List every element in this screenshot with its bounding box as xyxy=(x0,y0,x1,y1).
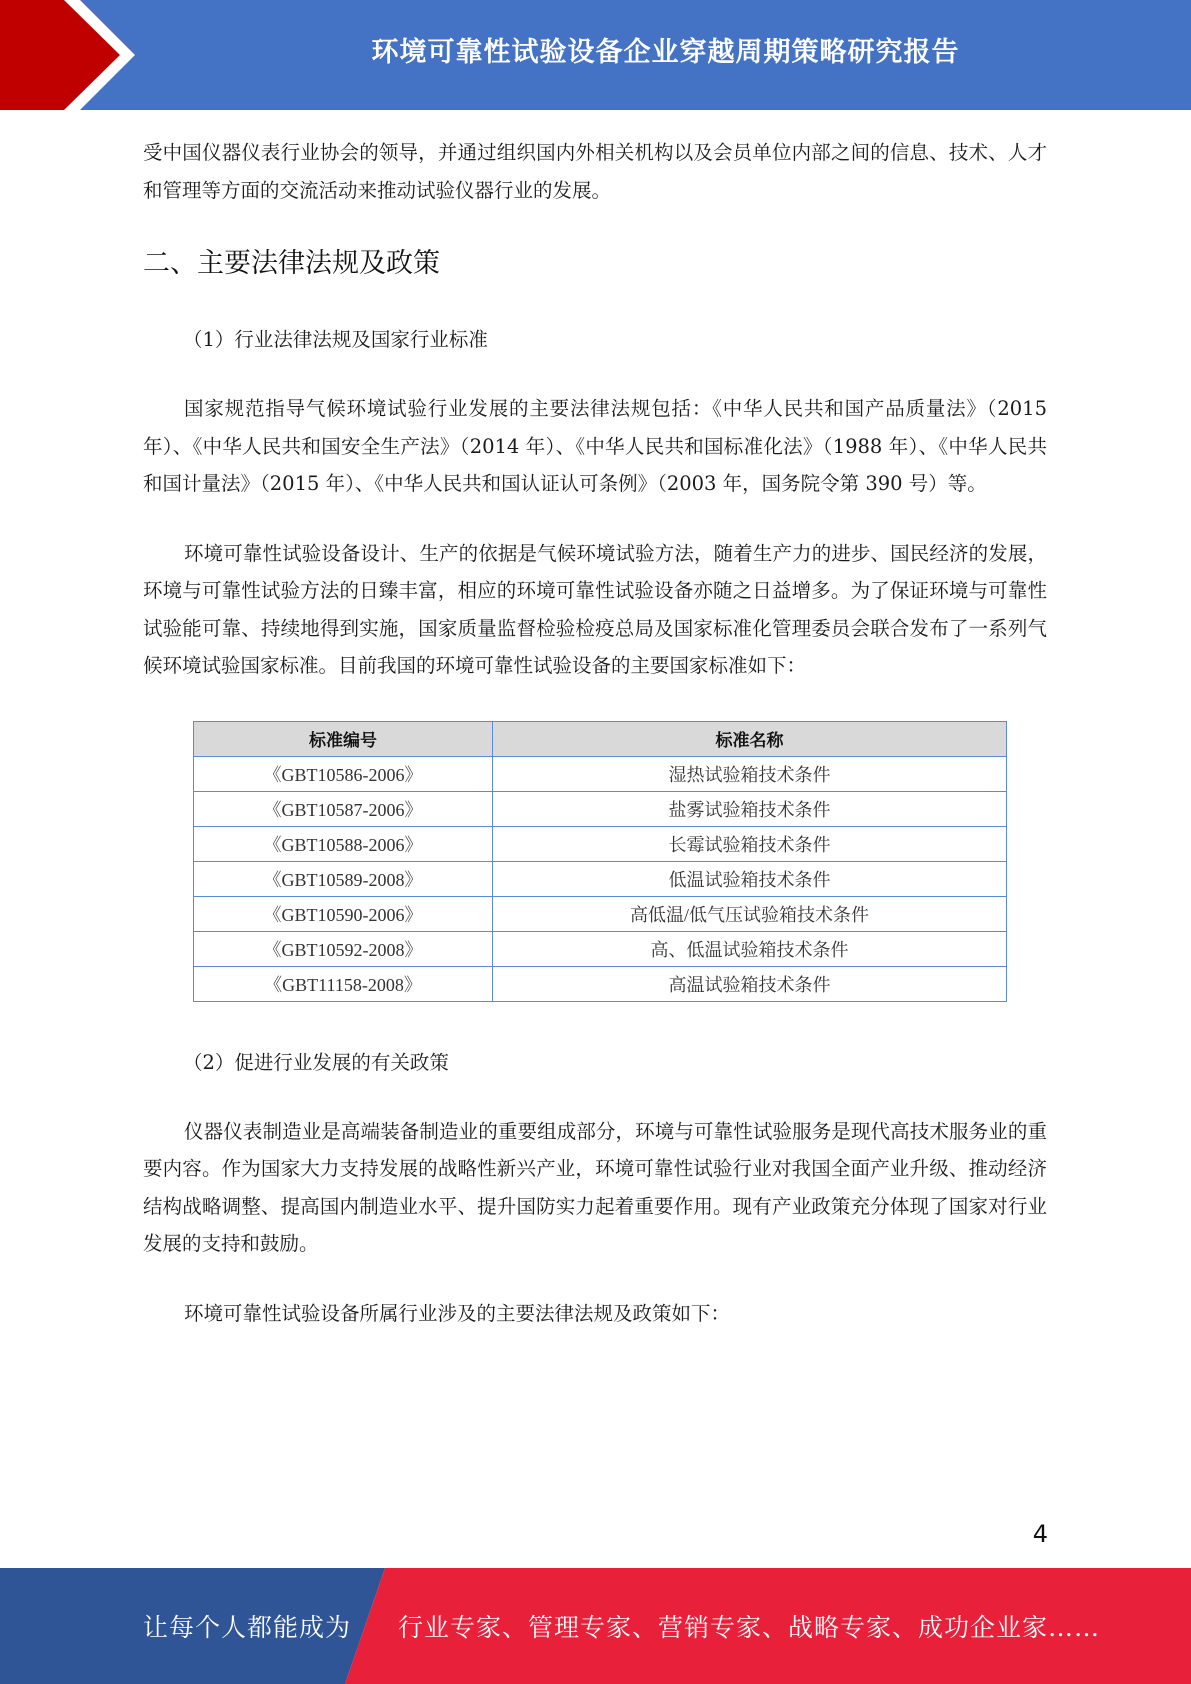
table-row xyxy=(194,966,1007,1001)
standard-name: 长霉试验箱技术条件 xyxy=(493,826,1007,861)
standard-code: 《GBT10589-2008》 xyxy=(194,861,493,896)
closing-paragraph: 环境可靠性试验设备所属行业涉及的主要法律法规及政策如下： xyxy=(184,1301,731,1325)
standard-name: 湿热试验箱技术条件 xyxy=(493,756,1007,791)
standard-code: 《GBT10588-2006》 xyxy=(194,826,493,861)
page-header xyxy=(0,0,1191,110)
standards-paragraph: 环境可靠性试验设备设计、生产的依据是气候环境试验方法，随着生产力的进步、国民经济的发展，环境与可靠性试验方法的日臻丰富，相应的环境可靠性试验设备亦随之日益增多。为了保证环境与可靠性试验能可靠、持续地得到实施，国家质量监督检验检疫总局及国家标准化管理委员会联合发布了一系列气候环境试验国家标准。目前我国的环境可靠性试验设备的主要国家标准如下： xyxy=(143,541,1047,677)
standard-code: 《GBT10592-2008》 xyxy=(194,931,493,966)
table-row xyxy=(194,896,1007,931)
standard-name: 高、低温试验箱技术条件 xyxy=(493,931,1007,966)
table-header-name: 标准名称 xyxy=(493,721,1007,756)
page-content xyxy=(143,130,1047,1332)
table-header-row xyxy=(194,721,1007,756)
intro-paragraph: 受中国仪器仪表行业协会的领导，并通过组织国内外相关机构以及会员单位内部之间的信息、技术、人才和管理等方面的交流活动来推动试验仪器行业的发展。 xyxy=(143,141,1047,202)
laws-paragraph: 国家规范指导气候环境试验行业发展的主要法律法规包括：《中华人民共和国产品质量法》（2015 年）、《中华人民共和国安全生产法》（2014 年）、《中华人民共和国标准化法》（1988 年）、《中华人民共和国计量法》（2015 年）、《中华人民共和国认证认可条例》（2003 年，国务院令第 390 号）等。 xyxy=(143,397,1047,495)
table-row xyxy=(194,861,1007,896)
header-arrow-decoration xyxy=(0,0,160,110)
standard-code: 《GBT10590-2006》 xyxy=(194,896,493,931)
table-row xyxy=(194,931,1007,966)
standard-code: 《GBT11158-2008》 xyxy=(194,966,493,1001)
standard-name: 高低温/低气压试验箱技术条件 xyxy=(493,896,1007,931)
table-row xyxy=(194,826,1007,861)
standard-name: 高温试验箱技术条件 xyxy=(493,966,1007,1001)
page-number: 4 xyxy=(1032,1520,1048,1548)
page-footer xyxy=(0,1568,1191,1684)
table-row xyxy=(194,791,1007,826)
subsection-heading-1: （1）行业法律法规及国家行业标准 xyxy=(183,328,488,351)
standards-table xyxy=(193,721,1007,1002)
standard-code: 《GBT10587-2006》 xyxy=(194,791,493,826)
section-heading: 二、主要法律法规及政策 xyxy=(143,248,440,279)
report-title: 环境可靠性试验设备企业穿越周期策略研究报告 xyxy=(371,37,960,68)
footer-slogan-right: 行业专家、管理专家、营销专家、战略专家、成功企业家…… xyxy=(398,1613,1101,1642)
standard-name: 盐雾试验箱技术条件 xyxy=(493,791,1007,826)
standard-name: 低温试验箱技术条件 xyxy=(493,861,1007,896)
footer-slogan-left: 让每个人都能成为 xyxy=(143,1613,352,1642)
table-row xyxy=(194,756,1007,791)
table-header-code: 标准编号 xyxy=(194,721,493,756)
policy-paragraph: 仪器仪表制造业是高端装备制造业的重要组成部分，环境与可靠性试验服务是现代高技术服务业的重要内容。作为国家大力支持发展的战略性新兴产业，环境可靠性试验行业对我国全面产业升级、推动经济结构战略调整、提高国内制造业水平、提升国防实力起着重要作用。现有产业政策充分体现了国家对行业发展的支持和鼓励。 xyxy=(143,1119,1047,1255)
subsection-heading-2: （2）促进行业发展的有关政策 xyxy=(183,1050,449,1074)
standard-code: 《GBT10586-2006》 xyxy=(194,756,493,791)
